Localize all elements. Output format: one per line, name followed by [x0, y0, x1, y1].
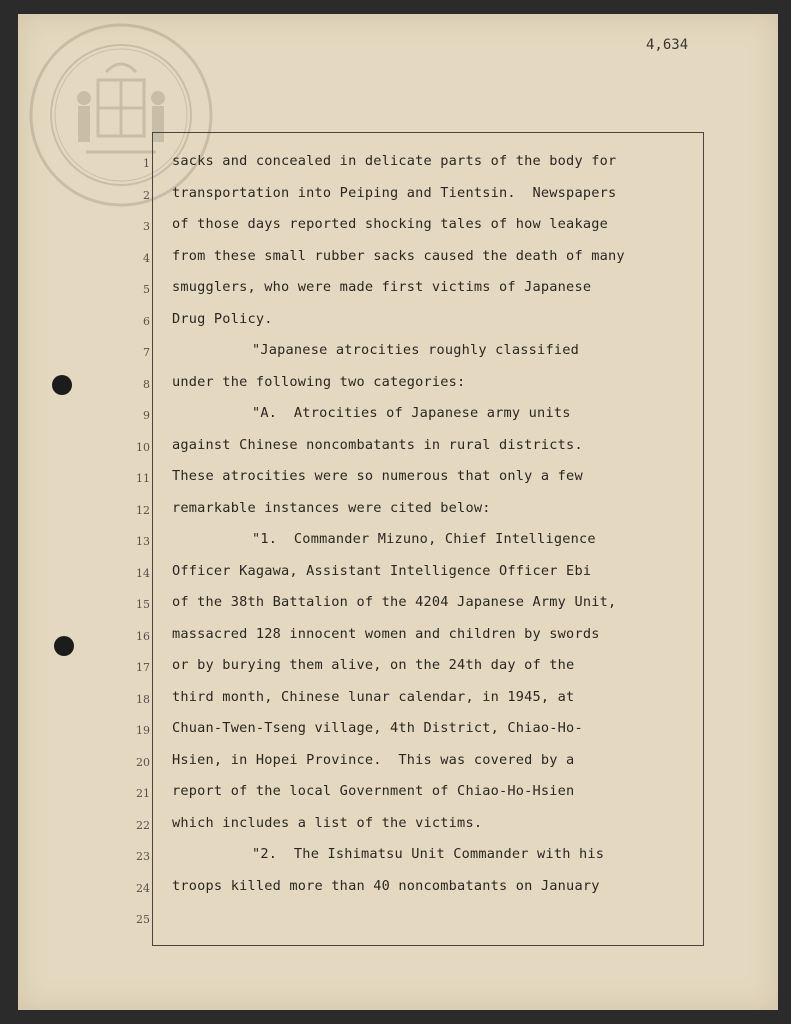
text-line: sacks and concealed in delicate parts of the body for — [172, 153, 617, 169]
line-number: 18 — [136, 692, 150, 706]
text-line: from these small rubber sacks caused the death of many — [172, 247, 625, 264]
text-line: third month, Chinese lunar calendar, in 1945, at — [172, 688, 575, 705]
line-number: 25 — [136, 913, 150, 926]
document-page — [18, 14, 778, 1010]
line-number: 15 — [136, 598, 150, 611]
text-line: under the following two categories: — [172, 373, 466, 390]
text-line: "Japanese atrocities roughly classified — [252, 342, 579, 358]
line-number: 4 — [143, 251, 150, 265]
document-body — [18, 14, 778, 1010]
line-number: 19 — [136, 724, 150, 737]
line-number: 6 — [143, 314, 150, 328]
text-line: remarkable instances were cited below: — [172, 499, 491, 516]
line-number: 9 — [143, 409, 150, 422]
text-line: which includes a list of the victims. — [172, 814, 483, 831]
line-number: 23 — [136, 850, 150, 863]
page-number: 4,634 — [646, 37, 689, 53]
text-line: "1. Commander Mizuno, Chief Intelligence — [252, 531, 596, 547]
line-number: 3 — [143, 220, 150, 233]
line-number: 10 — [136, 440, 150, 454]
line-number: 20 — [136, 755, 150, 769]
line-number: 2 — [143, 188, 150, 202]
text-line: Hsien, in Hopei Province. This was covered by a — [172, 751, 575, 768]
text-line: These atrocities were so numerous that only a few — [172, 468, 583, 484]
line-number: 13 — [136, 535, 150, 548]
line-number: 16 — [136, 629, 150, 643]
line-number: 14 — [136, 566, 150, 580]
text-line: smugglers, who were made first victims of Japanese — [172, 279, 592, 295]
text-line: report of the local Government of Chiao-Ho-Hsien — [172, 783, 575, 799]
text-line: "2. The Ishimatsu Unit Commander with his — [252, 846, 605, 862]
line-number: 5 — [143, 283, 150, 296]
text-line: or by burying them alive, on the 24th day of the — [172, 657, 575, 673]
line-number: 11 — [136, 472, 150, 485]
text-line: troops killed more than 40 noncombatants on January — [172, 877, 600, 894]
text-line: transportation into Peiping and Tientsin. Newspapers — [172, 184, 617, 201]
line-number: 21 — [136, 787, 150, 800]
text-line: massacred 128 innocent women and children by swords — [172, 625, 600, 642]
line-number: 7 — [143, 346, 150, 359]
line-number: 8 — [143, 377, 150, 391]
line-number: 17 — [136, 661, 150, 674]
text-line: Chuan-Twen-Tseng village, 4th District, Chiao-Ho- — [172, 720, 583, 736]
line-number: 24 — [136, 881, 150, 895]
text-line: Officer Kagawa, Assistant Intelligence Officer Ebi — [172, 562, 592, 579]
line-number: 12 — [136, 503, 150, 517]
text-line: against Chinese noncombatants in rural districts. — [172, 436, 583, 453]
text-line: "A. Atrocities of Japanese army units — [252, 405, 571, 421]
text-line: of the 38th Battalion of the 4204 Japanese Army Unit, — [172, 594, 617, 610]
text-line: of those days reported shocking tales of how leakage — [172, 216, 608, 232]
line-number: 22 — [136, 818, 150, 832]
line-number: 1 — [143, 157, 150, 170]
text-line: Drug Policy. — [172, 310, 273, 327]
